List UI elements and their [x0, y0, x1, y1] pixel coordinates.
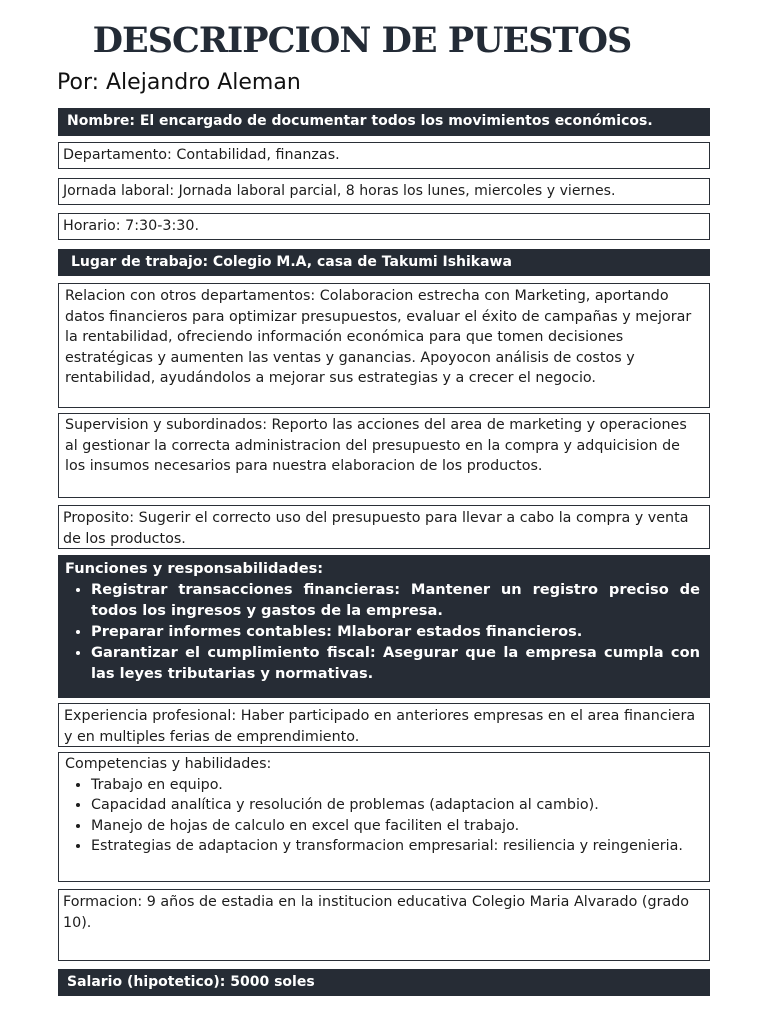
- supervision-text: Supervision y subordinados: Reporto las acciones del area de marketing y operaciones al gestionar la correcta administracion del presupuesto en la compra y adquicision de los insumos necesarios para nuestra elaboracion de los productos.: [65, 417, 687, 475]
- list-item: • Capacidad analítica y resolución de problemas (adaptacion al cambio).: [91, 795, 703, 816]
- list-item: • Trabajo en equipo.: [91, 775, 703, 796]
- list-item: • Manejo de hojas de calculo en excel que faciliten el trabajo.: [91, 816, 703, 837]
- funciones-heading: Funciones y responsabilidades:: [65, 560, 324, 577]
- list-item: • Registrar transacciones financieras: Mantener un registro preciso de todos los ingresos y gastos de la empresa.: [91, 579, 700, 621]
- formacion-box: [58, 889, 710, 961]
- funciones-panel: [58, 555, 710, 698]
- horario-box: [58, 213, 710, 240]
- list-item: • Preparar informes contables: Mlaborar estados financieros.: [91, 621, 700, 642]
- departamento-text: Departamento: Contabilidad, finanzas.: [63, 147, 340, 163]
- lugar-text: Lugar de trabajo: Colegio M.A, casa de Takumi Ishikawa: [71, 254, 512, 270]
- experiencia-box: [58, 703, 710, 747]
- formacion-text: Formacion: 9 años de estadia en la institucion educativa Colegio Maria Alvarado (grado 10).: [63, 894, 690, 931]
- departamento-box: [58, 142, 710, 169]
- list-item: • Estrategias de adaptacion y transformacion empresarial: resiliencia y reingenieria.: [91, 836, 703, 857]
- salario-text: Salario (hipotetico): 5000 soles: [67, 974, 315, 990]
- experiencia-text: Experiencia profesional: Haber participado en anteriores empresas en el area financiera y en multiples ferias de emprendimiento.: [64, 708, 696, 745]
- nombre-bar: [58, 108, 710, 136]
- jornada-text: Jornada laboral: Jornada laboral parcial, 8 horas los lunes, miercoles y viernes.: [63, 183, 616, 199]
- proposito-box: [58, 505, 710, 549]
- supervision-box: [58, 413, 710, 498]
- competencias-heading: Competencias y habilidades:: [65, 756, 272, 772]
- jornada-box: [58, 178, 710, 205]
- funciones-list: [65, 579, 700, 684]
- proposito-text: Proposito: Sugerir el correcto uso del presupuesto para llevar a cabo la compra y venta de los productos.: [63, 510, 689, 547]
- salario-bar: [58, 969, 710, 996]
- relacion-text: Relacion con otros departamentos: Colaboracion estrecha con Marketing, aportando datos financieros para optimizar presupuestos, evaluar el éxito de campañas y mejorar la rentabilidad, ofreciendo información económica para que tomen decisiones estratégicas y aumenten las ventas y ganancias. Apoyocon análisis de costos y rentabilidad, ayudándolos a mejorar sus estrategias y a crecer el negocio.: [65, 288, 692, 387]
- lugar-bar: [58, 249, 710, 276]
- horario-text: Horario: 7:30-3:30.: [63, 218, 200, 234]
- relacion-box: [58, 283, 710, 408]
- competencias-list: [65, 775, 703, 857]
- document-title: DESCRIPCION DE PUESTOS: [92, 20, 632, 61]
- list-item: • Garantizar el cumplimiento fiscal: Asegurar que la empresa cumpla con las leyes tributarias y normativas.: [91, 642, 700, 684]
- competencias-box: [58, 752, 710, 882]
- author-line: Por: Alejandro Aleman: [57, 70, 301, 95]
- nombre-text: Nombre: El encargado de documentar todos los movimientos económicos.: [67, 113, 653, 129]
